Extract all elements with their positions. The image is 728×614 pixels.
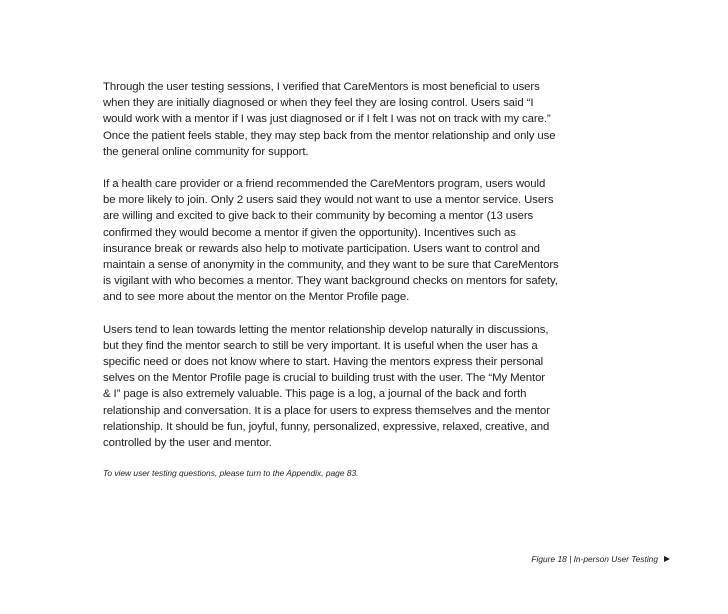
paragraph-line: Once the patient feels stable, they may step back from the mentor relationship and only use <box>103 129 556 142</box>
paragraph-line: would work with a mentor if I was just diagnosed or if I felt I was not on track with my care.” <box>103 113 551 126</box>
paragraph-line: is vigilant with who becomes a mentor. They want background checks on mentors for safety, <box>103 275 558 288</box>
figure-caption <box>531 553 670 565</box>
appendix-note: To view user testing questions, please turn to the Appendix, page 83. <box>103 468 359 479</box>
paragraph-line: relationship. It should be fun, joyful, funny, personalized, expressive, relaxed, creative, and <box>103 420 550 433</box>
paragraph-findings-participation <box>103 176 563 306</box>
paragraph-findings-relationship <box>103 322 563 452</box>
figure-caption-label: Figure 18 | In-person User Testing <box>531 554 658 564</box>
paragraph-line: insurance break or rewards also help to motivate participation. Users want to control and <box>103 242 540 255</box>
paragraph-line: and to see more about the mentor on the Mentor Profile page. <box>103 291 410 304</box>
body-text <box>103 79 563 479</box>
paragraph-line: maintain a sense of anonymity in the community, and they want to be sure that CareMentors <box>103 259 559 272</box>
paragraph-line: be more likely to join. Only 2 users said they would not want to use a mentor service. Users <box>103 194 554 207</box>
paragraph-findings-diagnosis <box>103 79 563 160</box>
paragraph-line: controlled by the user and mentor. <box>103 437 272 450</box>
paragraph-line: If a health care provider or a friend recommended the CareMentors program, users would <box>103 178 546 191</box>
paragraph-line: when they are initially diagnosed or when they feel they are losing control. Users said “I <box>103 97 534 110</box>
paragraph-line: Users tend to lean towards letting the mentor relationship develop naturally in discussions, <box>103 323 549 336</box>
paragraph-line: selves on the Mentor Profile page is crucial to building trust with the user. The “My Mentor <box>103 372 545 385</box>
paragraph-line: & I” page is also extremely valuable. This page is a log, a journal of the back and forth <box>103 388 527 401</box>
paragraph-line: specific need or does not know where to start. Having the mentors express their personal <box>103 356 544 369</box>
paragraph-line: confirmed they would become a mentor if given the opportunity). Incentives such as <box>103 226 516 239</box>
paragraph-line: relationship and conversation. It is a place for users to express themselves and the mentor <box>103 404 550 417</box>
paragraph-line: Through the user testing sessions, I verified that CareMentors is most beneficial to users <box>103 81 540 93</box>
paragraph-line: but they find the mentor search to still be very important. It is useful when the user has a <box>103 339 538 352</box>
paragraph-line: are willing and excited to give back to their community by becoming a mentor (13 users <box>103 210 534 223</box>
right-triangle-arrow-icon <box>664 556 670 562</box>
paragraph-line: the general online community for support. <box>103 145 309 158</box>
